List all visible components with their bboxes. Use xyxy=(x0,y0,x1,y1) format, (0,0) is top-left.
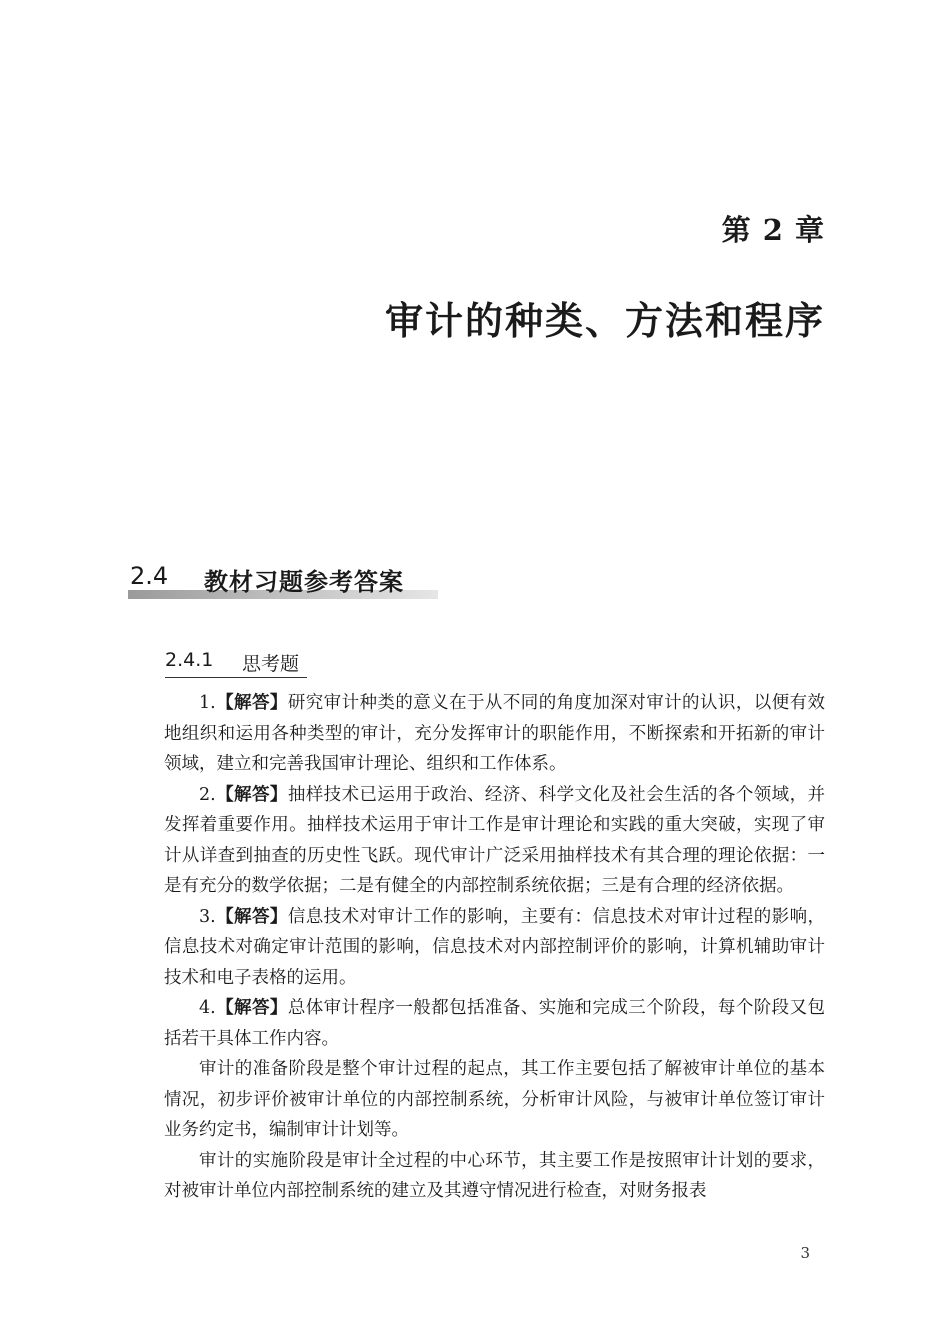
paragraph xyxy=(164,688,825,780)
paragraph xyxy=(164,1054,825,1146)
paragraph-number: 3. xyxy=(199,906,216,927)
paragraph-text: 抽样技术已运用于政治、经济、科学文化及社会生活的各个领域，并发挥着重要作用。抽样技术运用于审计工作是审计理论和实践的重大突破，实现了审计从详查到抽查的历史性飞跃。现代审计广泛采用抽样技术有其合理的理论依据：一是有充分的数学依据；二是有健全的内部控制系统依据；三是有合理的经济依据。 xyxy=(164,784,826,896)
section-heading xyxy=(130,562,438,602)
subsection-title: 思考题 xyxy=(242,653,300,675)
page-number: 3 xyxy=(800,1244,810,1262)
paragraph-number: 1. xyxy=(199,693,216,713)
paragraph xyxy=(164,902,825,994)
paragraph xyxy=(164,780,825,902)
section-title: 教材习题参考答案 xyxy=(204,568,404,596)
paragraph-number: 4. xyxy=(199,998,216,1018)
chapter-label: 第 2 章 xyxy=(721,213,825,247)
answer-tag: 【解答】 xyxy=(215,784,288,805)
section-number: 2.4 xyxy=(130,562,169,590)
answer-tag: 【解答】 xyxy=(215,906,288,927)
paragraph-number: 2. xyxy=(199,784,216,805)
chapter-title: 审计的种类、方法和程序 xyxy=(384,298,825,343)
paragraph-text: 研究审计种类的意义在于从不同的角度加深对审计的认识，以便有效地组织和运用各种类型的审计，充分发挥审计的职能作用，不断探索和开拓新的审计领域，建立和完善我国审计理论、组织和工作体系。 xyxy=(164,693,826,774)
paragraph xyxy=(164,1146,825,1207)
paragraph-text: 信息技术对审计工作的影响，主要有：信息技术对审计过程的影响，信息技术对确定审计范围的影响，信息技术对内部控制评价的影响，计算机辅助审计技术和电子表格的运用。 xyxy=(164,906,826,988)
paragraph-text: 审计的准备阶段是整个审计过程的起点，其工作主要包括了解被审计单位的基本情况，初步评价被审计单位的内部控制系统，分析审计风险，与被审计单位签订审计业务约定书，编制审计计划等。 xyxy=(164,1059,825,1140)
subsection-number: 2.4.1 xyxy=(165,649,214,671)
paragraph-text: 总体审计程序一般都包括准备、实施和完成三个阶段，每个阶段又包括若干具体工作内容。 xyxy=(164,998,826,1049)
body-text xyxy=(164,688,825,1207)
paragraph-text: 审计的实施阶段是审计全过程的中心环节，其主要工作是按照审计计划的要求，对被审计单位内部控制系统的建立及其遵守情况进行检查，对财务报表 xyxy=(164,1150,825,1201)
subsection-heading xyxy=(165,647,307,678)
answer-tag: 【解答】 xyxy=(215,693,288,713)
paragraph xyxy=(164,993,825,1054)
answer-tag: 【解答】 xyxy=(215,998,288,1018)
